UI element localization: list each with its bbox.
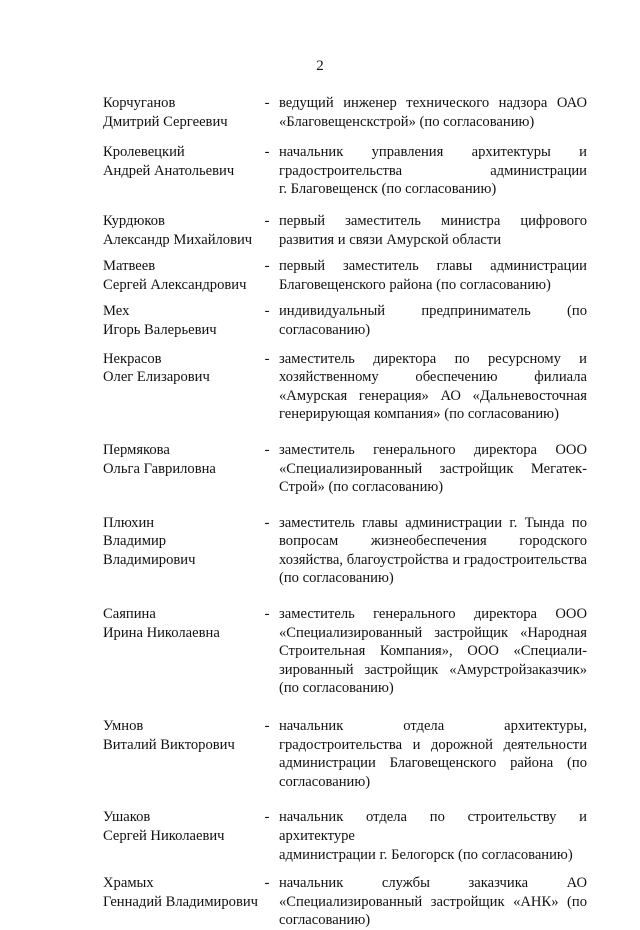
list-entry [103,143,587,199]
position-description [279,808,587,864]
given-name: Владимирович [103,551,196,568]
description-line: хозяйства, благоустройства и градостроительства [279,551,587,568]
person-name [103,514,255,570]
dash: - [264,514,270,531]
description-line: г. Благовещенск (по согласованию) [279,181,497,198]
given-name: Ирина Николаевна [103,624,220,641]
given-name: Александр Михайлович [103,231,253,248]
description-line: заместитель директора по ресурсному и [279,350,587,367]
list-entry [103,441,587,497]
person-name [103,143,255,180]
position-description [279,94,587,131]
description-line: (по согласованию) [279,680,394,697]
description-line: «Специализированный застройщик «Народная [279,624,587,641]
given-name: Олег Елизарович [103,369,210,386]
surname: Умнов [103,718,144,735]
person-name [103,350,255,387]
dash: - [264,303,270,320]
description-line: генерирующая компания» (по согласованию) [279,406,559,423]
description-line: «Специализированный застройщик «АНК» (по [279,893,587,910]
dash: - [264,144,270,161]
given-name: Сергей Александрович [103,276,247,293]
person-name [103,808,255,845]
dash: - [264,258,270,275]
given-name: Сергей Николаевич [103,828,225,844]
description-line: заместитель генерального директора ООО [279,441,587,458]
position-description [279,874,587,930]
description-line: градостроительства и дорожной деятельности [279,736,587,753]
description-line: ведущий инженер технического надзора ОАО [279,95,587,111]
description-line: первый заместитель главы администрации [279,258,587,275]
description-line: согласованию) [279,912,371,929]
position-description [279,514,587,588]
description-line: начальник службы заказчика АО [279,875,587,892]
dash: - [264,875,270,892]
list-entry [103,808,587,864]
surname: Саяпина [103,606,156,623]
surname: Корчуганов [103,95,176,111]
description-line: заместитель главы администрации г. Тында по [279,514,587,531]
position-description [279,143,587,199]
dash: - [264,441,270,458]
description-line: первый заместитель министра цифрового [279,212,587,229]
description-line: Благовещенского района (по согласованию) [279,276,551,293]
surname: Матвеев [103,258,156,275]
list-entry [103,717,587,791]
list-entry [103,212,587,249]
description-line: Строительная Компания», ООО «Специали- [279,643,587,660]
description-line: начальник отдела архитектуры, [279,718,587,735]
surname: Плюхин [103,514,155,531]
list-entry [103,257,587,294]
description-line: развития и связи Амурской области [279,231,502,248]
surname: Мех [103,303,130,320]
position-description [279,350,587,424]
person-name [103,212,255,249]
description-line: администрации Благовещенского района (по [279,755,587,772]
surname: Кролевецкий [103,144,185,161]
member-list [103,94,587,930]
person-name [103,257,255,294]
description-line: начальник управления архитектуры и [279,144,587,161]
list-entry [103,94,587,131]
description-line: начальник отдела по строительству и архитектуре [279,809,587,844]
surname: Храмых [103,875,154,892]
page-number: 2 [316,58,324,74]
dash: - [264,718,270,735]
given-name: Ольга Гавриловна [103,460,216,477]
position-description [279,441,587,497]
list-entry [103,874,587,930]
description-line: хозяйственному обеспечению филиала [279,369,587,386]
person-name [103,94,255,131]
position-description [279,717,587,791]
given-name: Игорь Валерьевич [103,321,217,338]
description-line: Строй» (по согласованию) [279,479,444,496]
given-name: Виталий Викторович [103,736,235,753]
dash: - [264,350,270,367]
description-line: (по согласованию) [279,570,394,587]
list-entry [103,350,587,424]
list-entry [103,514,587,588]
person-name [103,717,255,754]
description-line: зированный застройщик «Амурстройзаказчик» [279,661,587,678]
position-description [279,212,587,249]
description-line: «Амурская генерация» АО «Дальневосточная [279,387,587,404]
list-entry [103,302,587,339]
person-name [103,441,255,478]
position-description [279,257,587,294]
description-line: индивидуальный предприниматель (по [279,303,587,320]
list-entry [103,605,587,698]
dash: - [264,212,270,229]
description-line: «Благовещенскстрой» (по согласованию) [279,113,535,130]
description-line: администрации г. Белогорск (по согласованию) [279,846,573,863]
given-name: Дмитрий Сергеевич [103,113,228,130]
description-line: градостроительства администрации [279,162,587,179]
dash: - [264,809,270,826]
person-name [103,605,255,642]
position-description [279,605,587,698]
dash: - [264,95,270,111]
description-line: согласованию) [279,773,371,790]
description-line: заместитель генерального директора ООО [279,606,587,623]
person-name [103,302,255,339]
surname: Курдюков [103,212,165,229]
position-description [279,302,587,339]
surname: Некрасов [103,350,162,367]
description-line: согласованию) [279,321,371,338]
given-name: Андрей Анатольевич [103,162,235,179]
surname: Ушаков [103,809,151,826]
dash: - [264,606,270,623]
given-name: Геннадий Владимирович [103,893,259,910]
person-name [103,874,259,911]
given-name: Владимир [103,533,167,550]
description-line: вопросам жизнеобеспечения городского [279,533,587,550]
surname: Пермякова [103,441,170,458]
description-line: «Специализированный застройщик Мегатек- [279,460,587,477]
